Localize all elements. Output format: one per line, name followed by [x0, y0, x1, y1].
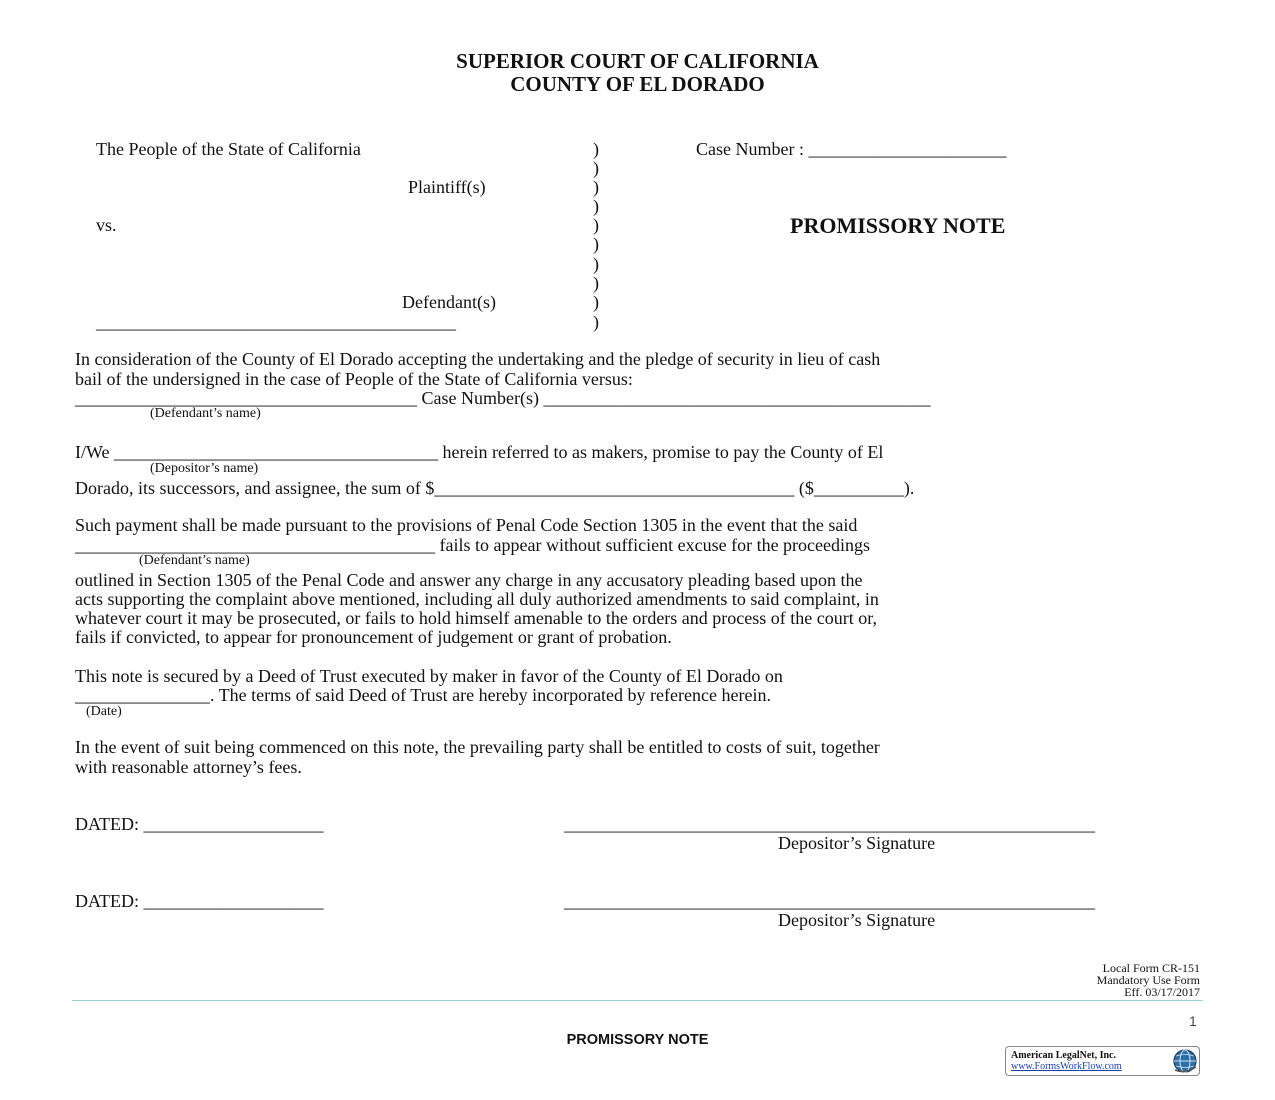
page-number: 1 [1189, 1013, 1197, 1029]
deed-of-trust-date-field[interactable]: _______________. The terms of said Deed of Trust are hereby incorporated by reference herein. [75, 685, 771, 705]
case-number-field[interactable]: Case Number : ______________________ [696, 139, 1007, 159]
depositor-signature-label-2: Depositor’s Signature [778, 910, 936, 930]
deed-of-trust-line-1: This note is secured by a Deed of Trust executed by maker in favor of the County of El Dorado on [75, 666, 783, 686]
dated-field-1[interactable]: DATED: ____________________ [75, 814, 324, 834]
legalnet-logo[interactable] [1005, 1046, 1200, 1076]
defendant-label: Defendant(s) [402, 292, 496, 312]
footer-title: PROMISSORY NOTE [566, 1032, 709, 1048]
dated-field-2[interactable]: DATED: ____________________ [75, 891, 324, 911]
form-id: Local Form CR-151 [1102, 961, 1200, 975]
defendant-name-field[interactable]: ________________________________________ [96, 312, 456, 332]
depositor-name-caption: (Depositor’s name) [150, 461, 259, 476]
document-title: PROMISSORY NOTE [790, 213, 1006, 238]
county-name: COUNTY OF EL DORADO [510, 72, 765, 96]
payment-paragraph-line-5: whatever court it may be prosecuted, or fails to hold himself amenable to the orders and process of the court or, [75, 608, 878, 628]
versus-label: vs. [96, 215, 117, 235]
footer-divider [72, 1000, 1203, 1001]
payment-defendant-field[interactable]: ________________________________________ fails to appear without sufficient excuse for the proceedings [75, 535, 871, 555]
consideration-paragraph-line-1: In consideration of the County of El Dorado accepting the undertaking and the pledge of security in lieu of cash [75, 349, 881, 369]
defendant-name-caption: (Defendant’s name) [150, 406, 261, 421]
depositor-signature-label-1: Depositor’s Signature [778, 833, 936, 853]
plaintiff-label: Plaintiff(s) [408, 177, 486, 197]
legalnet-url[interactable]: www.FormsWorkFlow.com [1011, 1061, 1122, 1072]
form-id-block [1097, 962, 1200, 998]
attorney-fees-line-2: with reasonable attorney’s fees. [75, 757, 302, 777]
legalnet-brand-name: American LegalNet, Inc. [1011, 1050, 1116, 1061]
depositor-signature-line-2[interactable]: ___________________________________________________________ [564, 891, 1095, 911]
date-caption: (Date) [86, 704, 122, 719]
attorney-fees-line-1: In the event of suit being commenced on this note, the prevailing party shall be entitled to costs of suit, together [75, 737, 880, 757]
form-effective-date: Eff. 03/17/2017 [1124, 985, 1200, 999]
payment-defendant-caption: (Defendant’s name) [139, 553, 250, 568]
defendant-case-number-field[interactable]: ______________________________________ Case Number(s) ___________________________________________ [75, 388, 931, 408]
payment-paragraph-line-6: fails if convicted, to appear for pronouncement of judgement or grant of probation. [75, 627, 672, 647]
sum-amount-field[interactable]: Dorado, its successors, and assignee, the sum of $________________________________________ ($__________). [75, 478, 915, 498]
court-name: SUPERIOR COURT OF CALIFORNIA [456, 49, 819, 73]
plaintiff-party-name: The People of the State of California [96, 139, 361, 159]
globe-icon [1172, 1048, 1198, 1074]
payment-paragraph-line-4: acts supporting the complaint above mentioned, including all duly authorized amendments to said complaint, in [75, 589, 879, 609]
payment-paragraph-line-1: Such payment shall be made pursuant to the provisions of Penal Code Section 1305 in the event that the said [75, 515, 858, 535]
depositor-promise-line-1[interactable]: I/We ____________________________________ herein referred to as makers, promise to pay the County of El [75, 442, 884, 462]
payment-paragraph-line-3: outlined in Section 1305 of the Penal Code and answer any charge in any accusatory pleading based upon the [75, 570, 863, 590]
consideration-paragraph-line-2: bail of the undersigned in the case of People of the State of California versus: [75, 369, 633, 389]
form-use: Mandatory Use Form [1096, 973, 1200, 987]
depositor-signature-line-1[interactable]: ___________________________________________________________ [564, 814, 1095, 834]
